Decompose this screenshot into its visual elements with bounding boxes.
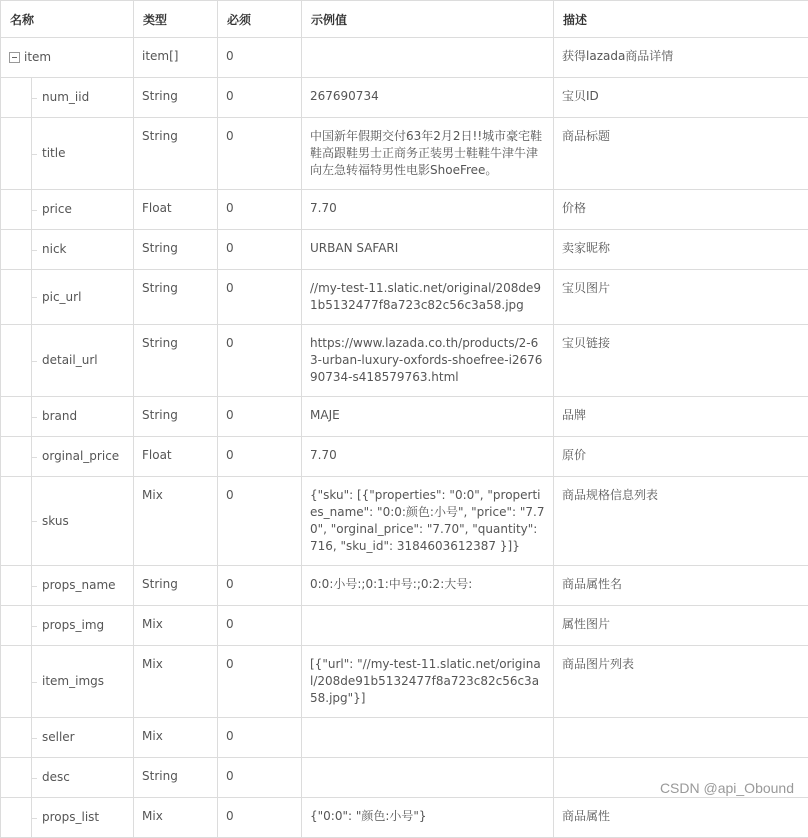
table-header-row (1, 1, 808, 38)
field-name: brand (1, 409, 77, 423)
field-name-cell (1, 437, 134, 477)
field-type: Mix (134, 718, 218, 758)
field-example: 267690734 (302, 78, 554, 118)
field-description: 宝贝ID (554, 78, 808, 118)
header-description: 描述 (554, 1, 808, 38)
field-name: price (1, 202, 72, 216)
field-description: 宝贝图片 (554, 270, 808, 325)
field-type: Mix (134, 477, 218, 566)
field-example (302, 758, 554, 798)
field-description: 商品属性 (554, 798, 808, 838)
field-example: 7.70 (302, 190, 554, 230)
field-required: 0 (218, 325, 302, 397)
tree-branch-tick (31, 154, 37, 155)
field-required: 0 (218, 118, 302, 190)
field-example: [{"url": "//my-test-11.slatic.net/original/208de91b5132477f8a723c82c56c3a58.jpg"}] (302, 646, 554, 718)
field-example: 7.70 (302, 437, 554, 477)
tree-branch-tick (31, 361, 37, 362)
field-example: 中国新年假期交付63年2月2日!!城市豪宅鞋鞋高跟鞋男士正商务正装男士鞋鞋牛津牛津向左急转福特男性电影ShoeFree。 (302, 118, 554, 190)
table-row (1, 477, 808, 566)
field-name: detail_url (1, 353, 98, 367)
table-row (1, 270, 808, 325)
field-description: 宝贝链接 (554, 325, 808, 397)
field-description: 属性图片 (554, 606, 808, 646)
table-row (1, 646, 808, 718)
field-name-cell (1, 270, 134, 325)
field-required: 0 (218, 78, 302, 118)
field-required: 0 (218, 190, 302, 230)
root-example (302, 38, 554, 78)
field-description: 价格 (554, 190, 808, 230)
tree-branch-tick (31, 250, 37, 251)
field-example (302, 718, 554, 758)
field-name-cell (1, 477, 134, 566)
field-description (554, 718, 808, 758)
field-name: props_name (1, 578, 116, 592)
tree-branch-tick (31, 626, 37, 627)
field-name-cell (1, 606, 134, 646)
root-type: item[] (134, 38, 218, 78)
field-required: 0 (218, 758, 302, 798)
field-required: 0 (218, 397, 302, 437)
field-example: URBAN SAFARI (302, 230, 554, 270)
tree-branch-tick (31, 521, 37, 522)
table-row (1, 78, 808, 118)
table-row (1, 437, 808, 477)
table-row (1, 606, 808, 646)
field-name: title (1, 146, 65, 160)
tree-branch-tick (31, 457, 37, 458)
table-row (1, 718, 808, 758)
header-type: 类型 (134, 1, 218, 38)
field-example: https://www.lazada.co.th/products/2-63-urban-luxury-oxfords-shoefree-i267690734-s418579763.html (302, 325, 554, 397)
field-description: 商品图片列表 (554, 646, 808, 718)
field-name: num_iid (1, 90, 89, 104)
field-name: nick (1, 242, 67, 256)
field-name: item_imgs (1, 674, 104, 688)
tree-branch-tick (31, 98, 37, 99)
field-type: String (134, 758, 218, 798)
tree-branch-tick (31, 297, 37, 298)
field-type: String (134, 118, 218, 190)
field-description: 商品规格信息列表 (554, 477, 808, 566)
field-name-cell (1, 397, 134, 437)
table-row-root (1, 38, 808, 78)
tree-branch-tick (31, 738, 37, 739)
field-name-cell (1, 718, 134, 758)
field-required: 0 (218, 270, 302, 325)
field-description: 商品标题 (554, 118, 808, 190)
field-type: String (134, 397, 218, 437)
field-required: 0 (218, 646, 302, 718)
root-name: item (24, 49, 51, 66)
field-required: 0 (218, 437, 302, 477)
field-type: String (134, 78, 218, 118)
collapse-toggle-icon[interactable] (9, 52, 20, 63)
field-required: 0 (218, 230, 302, 270)
watermark: CSDN @api_Obound (660, 780, 794, 796)
header-name: 名称 (1, 1, 134, 38)
tree-branch-tick (31, 778, 37, 779)
field-example: {"0:0": "颜色:小号"} (302, 798, 554, 838)
field-name: desc (1, 770, 70, 784)
tree-branch-tick (31, 210, 37, 211)
tree-branch-tick (31, 586, 37, 587)
tree-branch-tick (31, 818, 37, 819)
field-name: props_list (1, 810, 99, 824)
tree-branch-tick (31, 417, 37, 418)
root-name-cell (1, 38, 134, 78)
tree-branch-tick (31, 682, 37, 683)
header-example: 示例值 (302, 1, 554, 38)
field-name-cell (1, 566, 134, 606)
table-row (1, 190, 808, 230)
field-required: 0 (218, 606, 302, 646)
field-description: 商品属性名 (554, 566, 808, 606)
field-required: 0 (218, 477, 302, 566)
field-name-cell (1, 758, 134, 798)
field-required: 0 (218, 718, 302, 758)
table-row (1, 325, 808, 397)
field-type: Float (134, 437, 218, 477)
table-row (1, 397, 808, 437)
root-description: 获得lazada商品详情 (554, 38, 808, 78)
header-required: 必须 (218, 1, 302, 38)
field-name-cell (1, 646, 134, 718)
field-type: Mix (134, 606, 218, 646)
table-row (1, 566, 808, 606)
field-description: 卖家昵称 (554, 230, 808, 270)
field-type: String (134, 230, 218, 270)
field-name: props_img (1, 618, 104, 632)
field-required: 0 (218, 798, 302, 838)
field-name-cell (1, 118, 134, 190)
field-example: 0:0:小号:;0:1:中号:;0:2:大号: (302, 566, 554, 606)
field-description: 原价 (554, 437, 808, 477)
field-name: pic_url (1, 290, 81, 304)
field-type: Mix (134, 646, 218, 718)
field-name-cell (1, 78, 134, 118)
field-type: Mix (134, 798, 218, 838)
field-type: String (134, 325, 218, 397)
field-name-cell (1, 325, 134, 397)
field-type: Float (134, 190, 218, 230)
field-type: String (134, 566, 218, 606)
field-name: seller (1, 730, 75, 744)
field-example: MAJE (302, 397, 554, 437)
field-type: String (134, 270, 218, 325)
table-row (1, 230, 808, 270)
table-row (1, 118, 808, 190)
field-name-cell (1, 230, 134, 270)
field-name: orginal_price (1, 449, 119, 463)
field-description: 品牌 (554, 397, 808, 437)
field-example: //my-test-11.slatic.net/original/208de91b5132477f8a723c82c56c3a58.jpg (302, 270, 554, 325)
field-name: skus (1, 514, 69, 528)
field-required: 0 (218, 566, 302, 606)
root-required: 0 (218, 38, 302, 78)
field-example: {"sku": [{"properties": "0:0", "properties_name": "0:0:颜色:小号", "price": "7.70", "orginal_price": "7.70", "quantity": 716, "sku_id": 3184603612387 }]} (302, 477, 554, 566)
field-example (302, 606, 554, 646)
field-name-cell (1, 190, 134, 230)
